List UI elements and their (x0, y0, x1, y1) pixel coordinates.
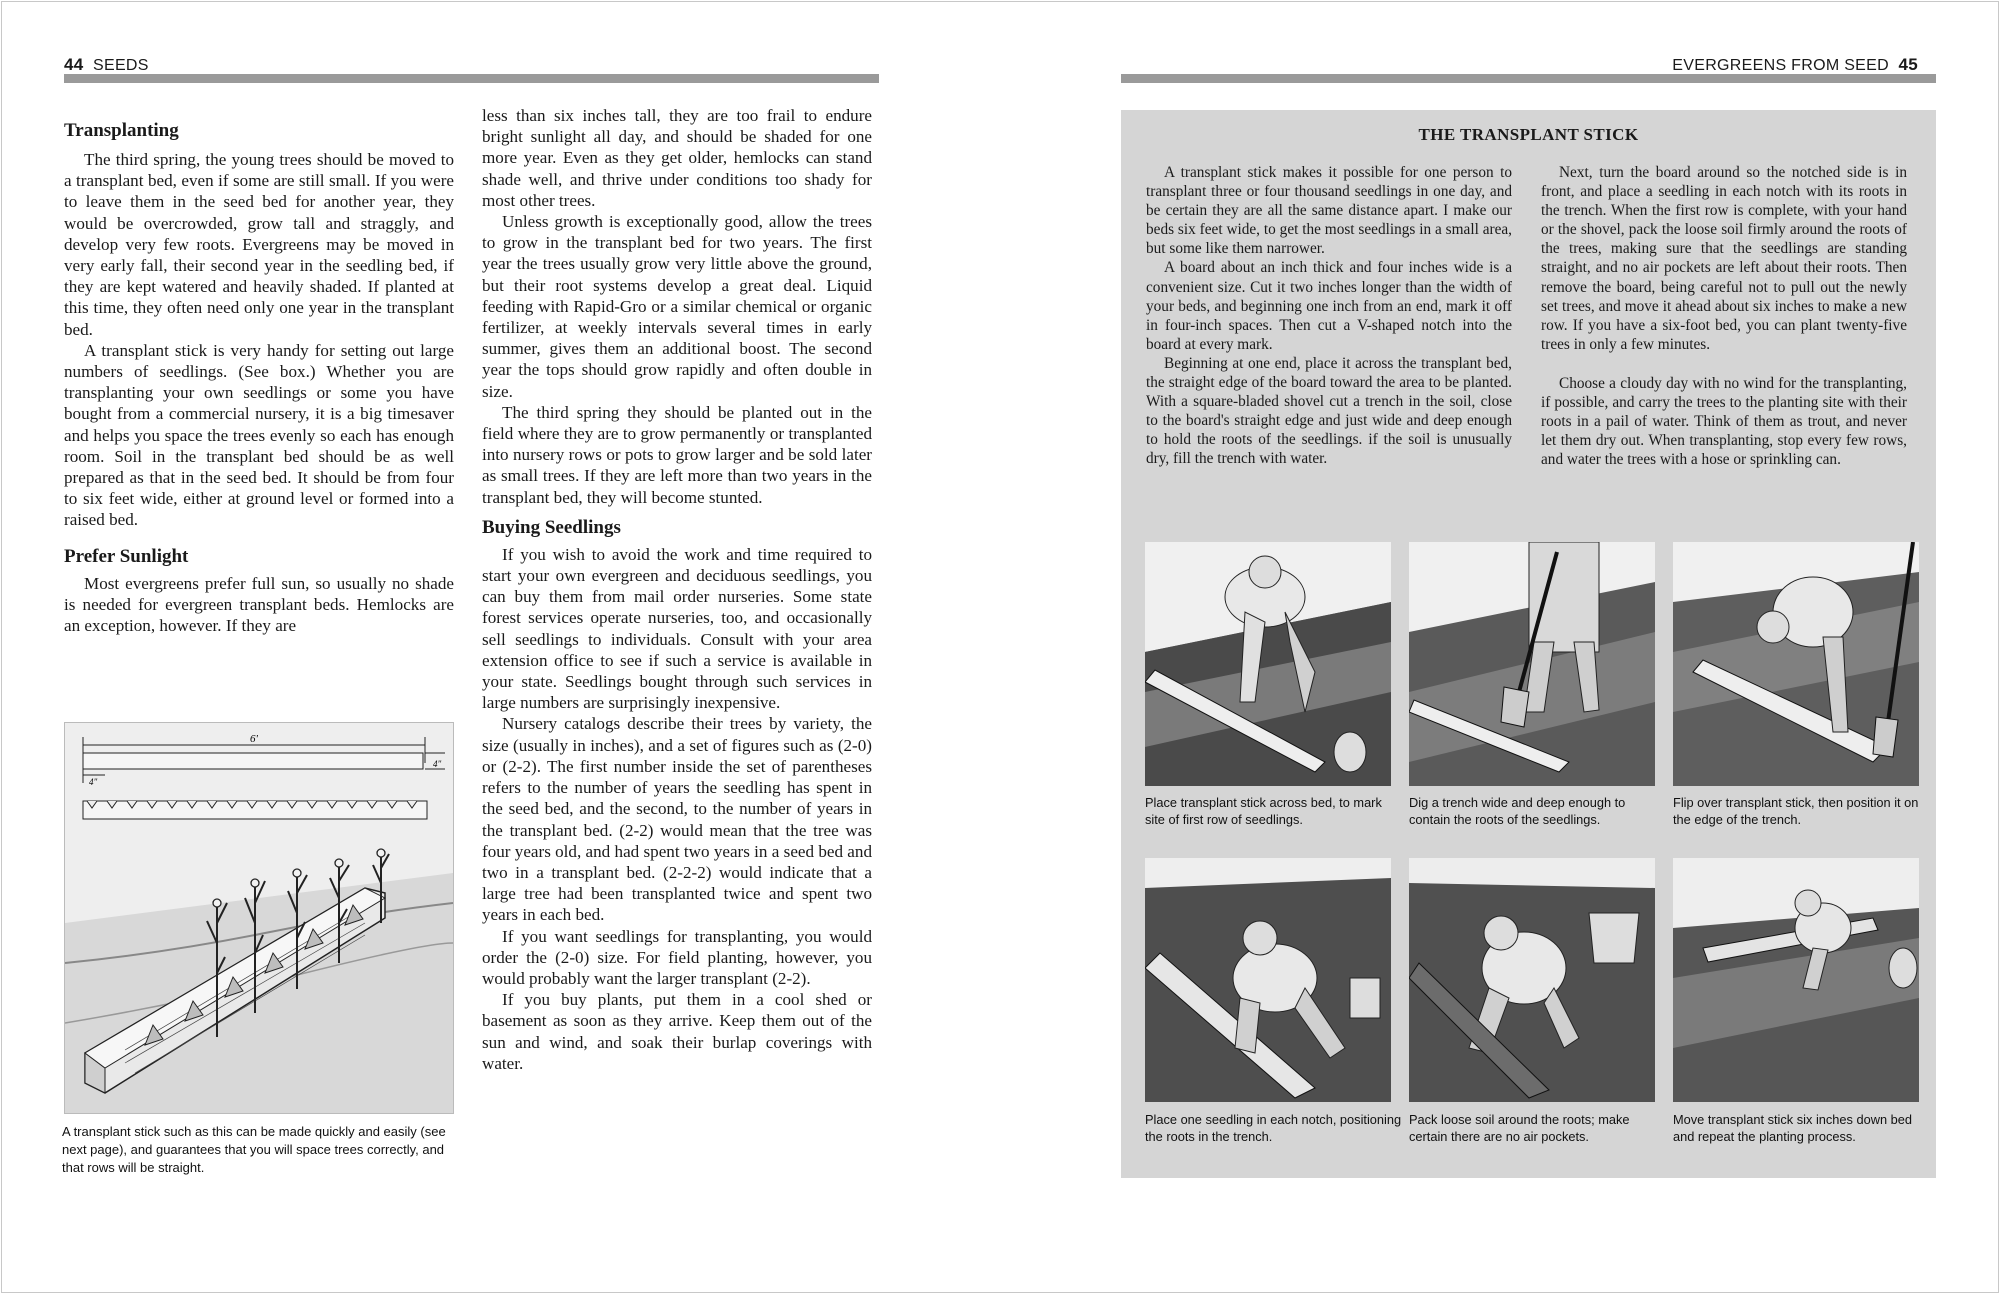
transplant-stick-drawing (65, 723, 453, 1113)
right-running-head (1672, 55, 1918, 75)
photo-step-2 (1409, 542, 1655, 786)
caption-step-5: Pack loose soil around the roots; make certain there are no air pockets. (1409, 1112, 1630, 1144)
paragraph: Nursery catalogs describe their trees by variety, the size (usually in inches), and a set of figures such as (2-0) or (2-2). The first number inside the set of parentheses refers to the number of years the seedling has spent in the seed bed, and the second, to the number of years in the transplant bed. (2-2) would mean that the tree was four years old, and had spent two years in a seed bed and two in a transplant bed. (2-2-2) would indicate that a large tree had been transplanted twice and spent two years in each bed. (482, 714, 872, 925)
transplant-stick-sidebar (1121, 110, 1936, 1178)
caption-step-4: Place one seedling in each notch, positioning the roots in the trench. (1145, 1112, 1402, 1144)
left-running-head (64, 55, 149, 75)
caption-step-3: Flip over transplant stick, then position it on the edge of the trench. (1673, 795, 1919, 827)
right-head-rule (1121, 74, 1936, 83)
spacing-label: 4" (89, 777, 98, 787)
transplant-stick-illustration (64, 722, 454, 1114)
sidebar-column-1 (1146, 163, 1512, 469)
length-label: 6' (250, 733, 258, 745)
heading-transplanting: Transplanting (64, 120, 179, 141)
paragraph: Choose a cloudy day with no wind for the transplanting, if possible, and carry the trees to the planting site with their roots in a pail of water. Think of them as trout, and never let them dry out. When transplanting, stop every few rows, and water the trees with a hose or sprinkling can. (1541, 374, 1907, 469)
left-page-number: 44 (64, 55, 84, 74)
paragraph: less than six inches tall, they are too frail to endure bright sunlight all day, and should be shaded for one more year. Even as they get older, hemlocks can stand shade well, and thrive under conditions too shady for most other trees. (482, 106, 872, 210)
caption-step-2: Dig a trench wide and deep enough to contain the roots of the seedlings. (1409, 795, 1626, 827)
left-head-title: SEEDS (93, 57, 149, 74)
paragraph: If you want seedlings for transplanting, you would order the (2-0) size. For field planting, however, you would probably want the larger transplant (2-2). (482, 926, 872, 988)
photo-step-1 (1145, 542, 1391, 786)
left-column-1 (64, 119, 454, 636)
paragraph: If you wish to avoid the work and time required to start your own evergreen and deciduous seedlings, you can buy them from mail order nurseries. Some state forest services operate nurseries, too, and occasionally sell seedlings to individuals. Consult with your area extension office to see if such a service is available in your state. Seedlings bought through such services in large numbers are surprisingly inexpensive. (482, 544, 872, 713)
paragraph: Unless growth is exceptionally good, allow the trees to grow in the transplant bed for two years. The first year the trees usually grow very little above the ground, but their root systems develop a great deal. Liquid feeding with Rapid-Gro or a similar chemical or organic fertilizer, at weekly intervals several times in early summer, gives them an additional boost. The second year the tops should grow rapidly and often double in size. (482, 212, 872, 401)
photo-step-5 (1409, 858, 1655, 1102)
sidebar-title: THE TRANSPLANT STICK (1418, 125, 1639, 144)
photo-step-4 (1145, 858, 1391, 1102)
caption-step-1: Place transplant stick across bed, to mark site of first row of seedlings. (1145, 795, 1382, 827)
paragraph: A board about an inch thick and four inches wide is a convenient size. Cut it two inches longer than the width of your beds, and beginning one inch from an end, mark it off in four-inch spaces. Then cut a V-shaped notch into the board at every mark. (1146, 259, 1512, 353)
left-column-2 (482, 105, 872, 1074)
paragraph: Most evergreens prefer full sun, so usually no shade is needed for evergreen transplant beds. Hemlocks are an exception, however. If they are (64, 573, 454, 636)
photo-step-6 (1673, 858, 1919, 1102)
photo-step-3 (1673, 542, 1919, 786)
paragraph: A transplant stick is very handy for setting out large numbers of seedlings. (See box.) Whether you are transplanting your own seedlings or some you have bought from a commercial nursery, it is a big timesaver and helps you space the trees evenly so each has enough room. Soil in the transplant bed should be as well prepared as that in the seed bed. It should be from four to six feet wide, either at ground level or formed into a raised bed. (64, 340, 454, 530)
paragraph: The third spring they should be planted out in the field where they are to grow permanently or transplanted into nursery rows or pots to grow larger and be sold later as small trees. If they are left more than two years in the transplant bed, they will become stunted. (482, 402, 872, 507)
paragraph: If you buy plants, put them in a cool shed or basement as soon as they arrive. Keep them out of the sun and wind, and soak their burlap coverings with water. (482, 990, 872, 1073)
left-head-rule (64, 74, 879, 83)
caption-step-6: Move transplant stick six inches down bed and repeat the planting process. (1673, 1112, 1912, 1144)
heading-prefer-sunlight: Prefer Sunlight (64, 545, 189, 567)
paragraph: A transplant stick makes it possible for one person to transplant three or four thousand seedlings in one day, and be certain they are all the same distance apart. I make our beds six feet wide, to get the most seedlings in a small area, but some like them narrower. (1146, 164, 1512, 258)
left-figure-caption: A transplant stick such as this can be made quickly and easily (see next page), and guarantees that you will space trees correctly, and that rows will be straight. (62, 1124, 446, 1175)
sidebar-column-2 (1541, 163, 1907, 469)
paragraph: Next, turn the board around so the notched side is in front, and place a seedling in each notch with its roots in the trench. When the first row is complete, with your hand or the shovel, pack the loose soil firmly around the roots of the trees, making sure that the seedlings are standing straight, and no air pockets are left about their roots. Then remove the board, being careful not to pull out the newly set trees, and move it ahead about six inches to make a new row. If you have a six-foot bed, you can plant twenty-five trees in only a few minutes. (1541, 164, 1907, 353)
height-label: 4" (433, 759, 442, 769)
right-page-number: 45 (1898, 55, 1918, 74)
right-head-title: EVERGREENS FROM SEED (1672, 57, 1889, 74)
heading-buying-seedlings: Buying Seedlings (482, 516, 621, 538)
paragraph: Beginning at one end, place it across the transplant bed, the straight edge of the board toward the area to be planted. With a square-bladed shovel cut a trench in the soil, close to the board's straight edge and just wide and deep enough to hold the roots of the seedlings. if the soil is unusually dry, fill the trench with water. (1146, 354, 1512, 468)
paragraph: The third spring, the young trees should be moved to a transplant bed, even if some are still small. If you were to leave them in the seed bed for another year, they would be overcrowded, grow tall and straggly, and develop very few roots. Evergreens may be moved in very early fall, their second year in the seedling bed, if they are kept watered and heavily shaded. If planted at this time, they often need only one year in the transplant bed. (64, 150, 454, 339)
